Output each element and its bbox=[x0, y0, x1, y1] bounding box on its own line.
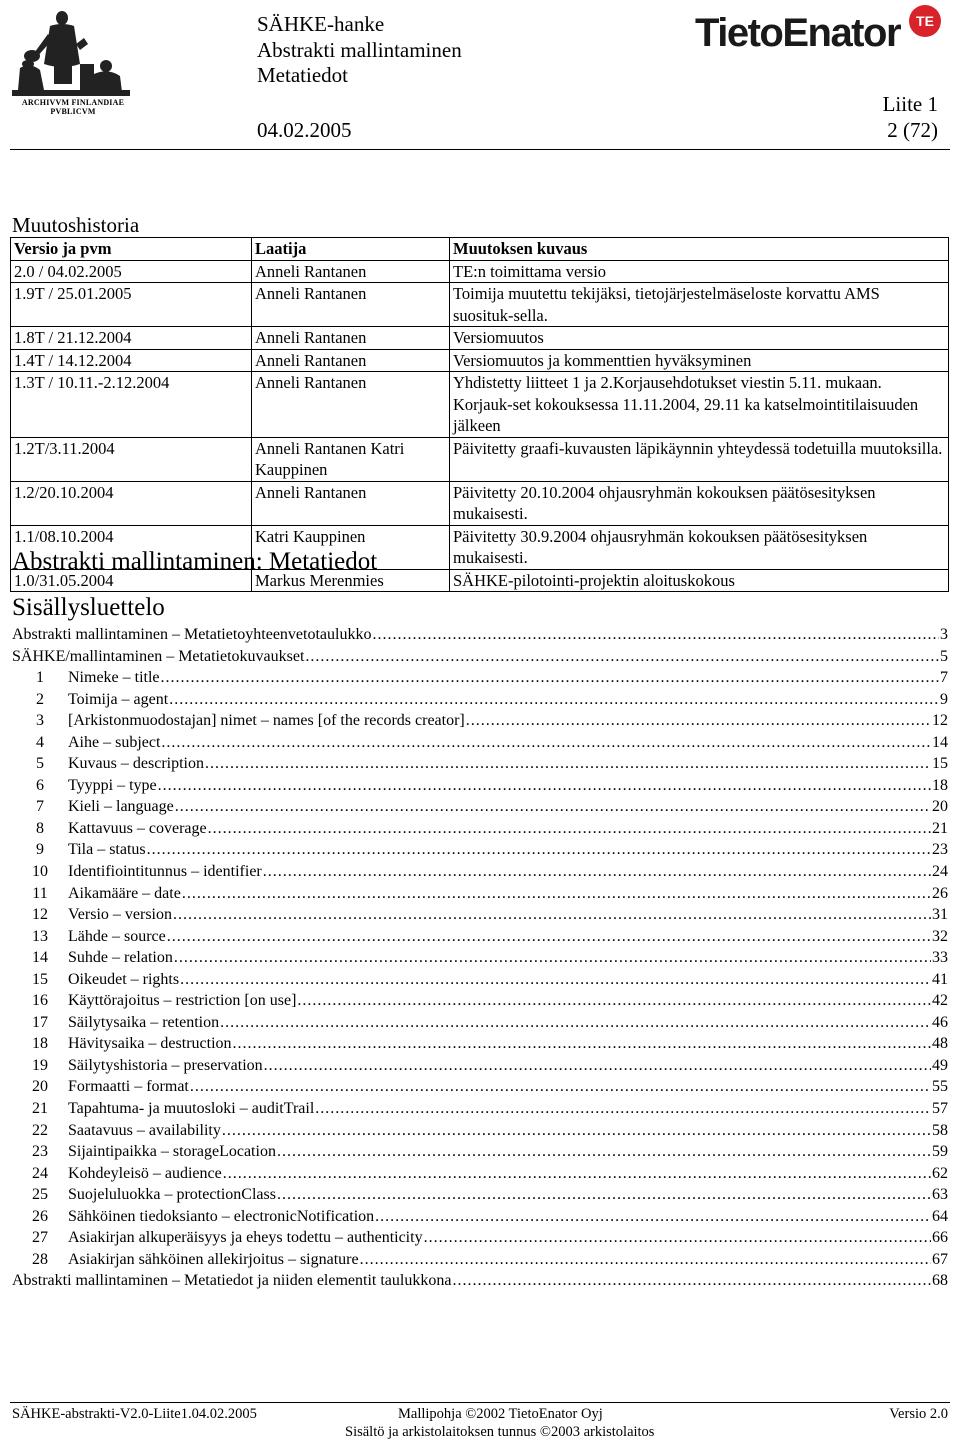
toc-entry-page[interactable]: 63 bbox=[932, 1186, 948, 1204]
toc-leader bbox=[180, 969, 931, 991]
toc-entry[interactable] bbox=[12, 839, 948, 861]
toc-entry[interactable] bbox=[12, 861, 948, 883]
toc-entry-title[interactable]: Tyyppi – type bbox=[68, 776, 157, 794]
toc-leader bbox=[315, 1098, 931, 1120]
toc-entry[interactable] bbox=[12, 1270, 948, 1292]
footer-divider bbox=[10, 1402, 950, 1403]
toc-entry-title[interactable]: Abstrakti mallintaminen – Metatietoyhteenvetotaulukko bbox=[12, 626, 372, 643]
toc-entry-page[interactable]: 55 bbox=[932, 1078, 948, 1096]
subject-name: Abstrakti mallintaminen bbox=[257, 37, 462, 62]
toc-entry-page[interactable]: 31 bbox=[932, 906, 948, 924]
toc-entry-number: 16 bbox=[32, 992, 48, 1010]
toc-entry-title[interactable]: Suhde – relation bbox=[68, 949, 173, 967]
toc-entry-title[interactable]: Säilytysaika – retention bbox=[68, 1013, 220, 1031]
toc-entry-title[interactable]: Sijaintipaikka – storageLocation bbox=[68, 1143, 276, 1161]
toc-leader bbox=[147, 839, 931, 861]
toc-heading: Sisällysluettelo bbox=[12, 594, 165, 621]
toc-entry-title[interactable]: Formaatti – format bbox=[68, 1078, 189, 1096]
toc-entry-page[interactable]: 18 bbox=[932, 776, 948, 794]
toc-entry-page[interactable]: 66 bbox=[932, 1229, 948, 1247]
toc-leader bbox=[277, 1184, 931, 1206]
history-header-row bbox=[11, 238, 949, 261]
toc-entry[interactable] bbox=[12, 1120, 948, 1142]
toc-entry-page[interactable]: 32 bbox=[932, 927, 948, 945]
table-row bbox=[11, 372, 949, 438]
toc-entry-page[interactable]: 68 bbox=[932, 1272, 948, 1290]
cell-description: Päivitetty graafi-kuvausten läpikäynnin yhteydessä todetuilla muutoksilla. bbox=[450, 437, 949, 481]
table-row bbox=[11, 283, 949, 327]
toc-entry[interactable] bbox=[12, 775, 948, 797]
table-row bbox=[11, 260, 949, 283]
toc-entry[interactable] bbox=[12, 1012, 948, 1034]
toc-entry[interactable] bbox=[12, 689, 948, 711]
toc-leader bbox=[173, 904, 931, 926]
toc-entry-title[interactable]: Sähköinen tiedoksianto – electronicNotification bbox=[68, 1207, 375, 1225]
toc-leader bbox=[167, 926, 931, 948]
toc-entry-number: 20 bbox=[32, 1078, 48, 1096]
toc-entry[interactable] bbox=[12, 667, 948, 689]
toc-leader bbox=[424, 1227, 931, 1249]
toc-leader bbox=[305, 646, 939, 668]
cell-description: Versiomuutos ja kommenttien hyväksyminen bbox=[450, 349, 949, 372]
toc-entry-title[interactable]: Toimija – agent bbox=[68, 690, 169, 708]
cell-description: Versiomuutos bbox=[450, 327, 949, 350]
tietoenator-logo bbox=[695, 5, 945, 60]
toc-entry-title[interactable]: Säilytyshistoria – preservation bbox=[68, 1056, 263, 1074]
toc-entry-number: 15 bbox=[32, 970, 48, 988]
toc-entry-number: 18 bbox=[32, 1035, 48, 1053]
toc-entry-page[interactable]: 26 bbox=[932, 884, 948, 902]
toc-leader bbox=[182, 883, 931, 905]
toc-leader bbox=[190, 1076, 931, 1098]
toc-entry-title[interactable]: SÄHKE/mallintaminen – Metatietokuvaukset bbox=[12, 647, 305, 665]
footer-filename: SÄHKE-abstrakti-V2.0-Liite1.04.02.2005 bbox=[12, 1406, 257, 1422]
toc-entry-number: 28 bbox=[32, 1250, 48, 1268]
toc-entry-page[interactable]: 59 bbox=[932, 1143, 948, 1161]
toc-entry-page[interactable]: 48 bbox=[932, 1035, 948, 1053]
toc-entry-title[interactable]: Oikeudet – rights bbox=[68, 970, 180, 988]
toc-entry-number: 27 bbox=[32, 1229, 48, 1247]
cell-description: Päivitetty 30.9.2004 ohjausryhmän kokouksen päätösesityksen mukaisesti. bbox=[450, 525, 949, 569]
toc-leader bbox=[233, 1033, 931, 1055]
toc-entry-page[interactable]: 33 bbox=[932, 949, 948, 967]
cell-author: Anneli Rantanen bbox=[252, 260, 450, 283]
toc-entry-title[interactable]: Lähde – source bbox=[68, 927, 166, 945]
toc-entry-number: 10 bbox=[32, 863, 48, 881]
cell-version: 1.3T / 10.11.-2.12.2004 bbox=[11, 372, 252, 438]
table-row bbox=[11, 481, 949, 525]
toc-entry-page[interactable]: 5 bbox=[940, 647, 948, 665]
toc-leader bbox=[375, 1206, 931, 1228]
toc-leader bbox=[277, 1141, 931, 1163]
document-date: 04.02.2005 bbox=[257, 118, 352, 142]
cell-description: Toimija muutettu tekijäksi, tietojärjestelmäseloste korvattu AMS suosituk-sella. bbox=[450, 283, 949, 327]
cell-version: 1.2T/3.11.2004 bbox=[11, 437, 252, 481]
toc-entry-page[interactable]: 3 bbox=[940, 626, 948, 643]
toc-entry-number: 7 bbox=[36, 798, 44, 816]
toc-entry[interactable] bbox=[12, 646, 948, 668]
header-divider bbox=[10, 149, 950, 150]
toc-leader bbox=[360, 1249, 931, 1271]
toc-entry-number: 6 bbox=[36, 776, 44, 794]
cell-version: 1.8T / 21.12.2004 bbox=[11, 327, 252, 350]
toc-leader bbox=[297, 990, 931, 1012]
column-header-version: Versio ja pvm bbox=[11, 238, 252, 261]
cell-author: Anneli Rantanen bbox=[252, 372, 450, 438]
toc-entry[interactable] bbox=[12, 990, 948, 1012]
toc-entry-title[interactable]: Suojeluluokka – protectionClass bbox=[68, 1186, 276, 1204]
toc-leader bbox=[222, 1120, 931, 1142]
toc-entry[interactable] bbox=[12, 818, 948, 840]
toc-entry-number: 1 bbox=[36, 669, 44, 687]
toc-entry-number: 14 bbox=[32, 949, 48, 967]
toc-leader bbox=[220, 1012, 931, 1034]
table-row bbox=[11, 327, 949, 350]
toc-entry-page[interactable]: 15 bbox=[932, 755, 948, 773]
toc-entry-title[interactable]: Asiakirjan alkuperäisyys ja eheys todettu – authenticity bbox=[68, 1229, 423, 1247]
toc-entry[interactable] bbox=[12, 1141, 948, 1163]
cell-description: Päivitetty 20.10.2004 ohjausryhmän kokouksen päätösesityksen mukaisesti. bbox=[450, 481, 949, 525]
toc-entry[interactable] bbox=[12, 1055, 948, 1077]
toc-entry-page[interactable]: 23 bbox=[932, 841, 948, 859]
toc-entry-number: 5 bbox=[36, 755, 44, 773]
toc-entry[interactable] bbox=[12, 904, 948, 926]
toc-leader bbox=[205, 753, 931, 775]
column-header-description: Muutoksen kuvaus bbox=[450, 238, 949, 261]
cell-version: 1.4T / 14.12.2004 bbox=[11, 349, 252, 372]
cell-author: Katri Kauppinen bbox=[252, 525, 450, 569]
toc-entry-title[interactable]: Kattavuus – coverage bbox=[68, 819, 207, 837]
toc-entry-title[interactable]: Versio – version bbox=[68, 906, 172, 924]
toc-entry-page[interactable]: 12 bbox=[932, 712, 948, 730]
toc-leader bbox=[169, 689, 939, 711]
toc-entry[interactable] bbox=[12, 1163, 948, 1185]
page-title: Abstrakti mallintaminen: Metatiedot bbox=[12, 548, 378, 575]
toc-leader bbox=[208, 818, 931, 840]
toc-entry-page[interactable]: 64 bbox=[932, 1207, 948, 1225]
toc-entry[interactable] bbox=[12, 947, 948, 969]
project-name: SÄHKE-hanke bbox=[257, 12, 385, 36]
toc-entry[interactable] bbox=[12, 1076, 948, 1098]
table-of-contents bbox=[12, 624, 948, 1292]
toc-entry-title[interactable]: Aihe – subject bbox=[68, 733, 161, 751]
toc-entry-number: 3 bbox=[36, 712, 44, 730]
attachment-label: Liite 1 bbox=[882, 92, 938, 116]
toc-leader bbox=[372, 624, 939, 646]
toc-entry-title[interactable]: Nimeke – title bbox=[68, 669, 160, 687]
toc-entry-number: 13 bbox=[32, 927, 48, 945]
toc-entry[interactable] bbox=[12, 710, 948, 732]
toc-entry-title[interactable]: Käyttörajoitus – restriction [on use] bbox=[68, 992, 297, 1010]
toc-entry-page[interactable]: 20 bbox=[932, 798, 948, 816]
toc-entry-page[interactable]: 57 bbox=[932, 1100, 948, 1118]
cell-author: Anneli Rantanen bbox=[252, 481, 450, 525]
toc-leader bbox=[161, 732, 931, 754]
toc-entry-page[interactable]: 24 bbox=[932, 863, 948, 881]
toc-entry-number: 8 bbox=[36, 819, 44, 837]
toc-entry[interactable] bbox=[12, 732, 948, 754]
archive-seal-icon bbox=[10, 4, 132, 104]
toc-entry-page[interactable]: 21 bbox=[932, 819, 948, 837]
toc-entry-number: 24 bbox=[32, 1164, 48, 1182]
toc-entry-number: 25 bbox=[32, 1186, 48, 1204]
cell-author: Anneli Rantanen bbox=[252, 349, 450, 372]
cell-version: 1.1/08.10.2004 bbox=[11, 525, 252, 569]
toc-entry[interactable] bbox=[12, 883, 948, 905]
company-badge-icon: TE bbox=[909, 5, 941, 37]
toc-entry-number: 19 bbox=[32, 1056, 48, 1074]
cell-author: Anneli Rantanen bbox=[252, 283, 450, 327]
toc-entry-page[interactable]: 58 bbox=[932, 1121, 948, 1139]
table-row bbox=[11, 437, 949, 481]
toc-entry-title[interactable]: Abstrakti mallintaminen – Metatiedot ja niiden elementit taulukkona bbox=[12, 1272, 452, 1290]
toc-entry[interactable] bbox=[12, 969, 948, 991]
footer-version: Versio 2.0 bbox=[889, 1406, 948, 1422]
document-name: Metatiedot bbox=[257, 63, 348, 87]
cell-version: 1.9T / 25.01.2005 bbox=[11, 283, 252, 327]
toc-entry-page[interactable]: 7 bbox=[940, 669, 948, 687]
toc-entry-title[interactable]: Kuvaus – description bbox=[68, 755, 204, 773]
toc-entry-number: 12 bbox=[32, 906, 48, 924]
toc-entry-number: 9 bbox=[36, 841, 44, 859]
toc-entry-title[interactable]: Tila – status bbox=[68, 841, 146, 859]
toc-leader bbox=[175, 796, 931, 818]
toc-leader bbox=[466, 710, 931, 732]
toc-entry-title[interactable]: Kieli – language bbox=[68, 798, 174, 816]
toc-entry[interactable] bbox=[12, 1249, 948, 1271]
cell-description: SÄHKE-pilotointi-projektin aloituskokous bbox=[450, 569, 949, 592]
toc-entry[interactable] bbox=[12, 1184, 948, 1206]
company-wordmark: TietoEnator bbox=[695, 11, 901, 55]
header-title-block bbox=[257, 12, 462, 89]
cell-version: 1.0/31.05.2004 bbox=[11, 569, 252, 592]
toc-entry-title[interactable]: Hävitysaika – destruction bbox=[68, 1035, 232, 1053]
cell-author: Markus Merenmies bbox=[252, 569, 450, 592]
toc-entry[interactable] bbox=[12, 1227, 948, 1249]
toc-entry-number: 11 bbox=[32, 884, 48, 902]
cell-author: Anneli Rantanen Katri Kauppinen bbox=[252, 437, 450, 481]
toc-entry-page[interactable]: 41 bbox=[932, 970, 948, 988]
toc-leader bbox=[174, 947, 931, 969]
toc-entry-title[interactable]: Identifiointitunnus – identifier bbox=[68, 863, 262, 881]
toc-entry-title[interactable]: [Arkistonmuodostajan] nimet – names [of the records creator] bbox=[68, 712, 465, 730]
toc-entry-number: 4 bbox=[36, 733, 44, 751]
toc-entry[interactable] bbox=[12, 753, 948, 775]
history-table bbox=[10, 237, 949, 592]
toc-entry-title[interactable]: Asiakirjan sähköinen allekirjoitus – signature bbox=[68, 1250, 359, 1268]
toc-entry-title[interactable]: Tapahtuma- ja muutosloki – auditTrail bbox=[68, 1100, 315, 1118]
toc-entry[interactable] bbox=[12, 796, 948, 818]
toc-entry-title[interactable]: Saatavuus – availability bbox=[68, 1121, 221, 1139]
page-number: 2 (72) bbox=[887, 118, 938, 142]
cell-description: TE:n toimittama versio bbox=[450, 260, 949, 283]
toc-entry[interactable] bbox=[12, 624, 948, 646]
toc-entry-page[interactable]: 49 bbox=[932, 1056, 948, 1074]
toc-entry[interactable] bbox=[12, 1033, 948, 1055]
toc-leader bbox=[158, 775, 931, 797]
toc-entry-number: 21 bbox=[32, 1100, 48, 1118]
toc-entry-number: 22 bbox=[32, 1121, 48, 1139]
toc-entry-number: 17 bbox=[32, 1013, 48, 1031]
toc-entry-title[interactable]: Aikamääre – date bbox=[68, 884, 181, 902]
archive-logo bbox=[10, 4, 132, 112]
toc-leader bbox=[264, 1055, 931, 1077]
archive-logo-caption: ARCHIVVM FINLANDIAE PVBLICVM bbox=[21, 98, 125, 116]
toc-entry-page[interactable]: 14 bbox=[932, 733, 948, 751]
toc-entry-page[interactable]: 46 bbox=[932, 1013, 948, 1031]
toc-leader bbox=[263, 861, 931, 883]
toc-entry-number: 2 bbox=[36, 690, 44, 708]
footer-template-copyright: Mallipohja ©2002 TietoEnator Oyj bbox=[398, 1406, 603, 1422]
cell-description: Yhdistetty liitteet 1 ja 2.Korjausehdotukset viestin 5.11. mukaan. Korjauk-set kokouksessa 11.11.2004, 29.11 ka katselmointitilaisuuden jälkeen bbox=[450, 372, 949, 438]
toc-leader bbox=[223, 1163, 931, 1185]
cell-author: Anneli Rantanen bbox=[252, 327, 450, 350]
toc-entry-number: 23 bbox=[32, 1143, 48, 1161]
cell-version: 2.0 / 04.02.2005 bbox=[11, 260, 252, 283]
toc-entry-page[interactable]: 67 bbox=[932, 1250, 948, 1268]
toc-leader bbox=[452, 1270, 931, 1292]
cell-version: 1.2/20.10.2004 bbox=[11, 481, 252, 525]
toc-entry-title[interactable]: Kohdeyleisö – audience bbox=[68, 1164, 222, 1182]
toc-entry-number: 26 bbox=[32, 1207, 48, 1225]
toc-entry-page[interactable]: 42 bbox=[932, 992, 948, 1010]
toc-entry-page[interactable]: 62 bbox=[932, 1164, 948, 1182]
toc-leader bbox=[161, 667, 939, 689]
toc-entry-page[interactable]: 9 bbox=[940, 690, 948, 708]
toc-entry[interactable] bbox=[12, 1098, 948, 1120]
column-header-author: Laatija bbox=[252, 238, 450, 261]
table-row bbox=[11, 349, 949, 372]
history-heading: Muutoshistoria bbox=[12, 213, 140, 237]
toc-entry[interactable] bbox=[12, 1206, 948, 1228]
toc-entry[interactable] bbox=[12, 926, 948, 948]
footer-content-copyright: Sisältö ja arkistolaitoksen tunnus ©2003 arkistolaitos bbox=[345, 1424, 655, 1440]
